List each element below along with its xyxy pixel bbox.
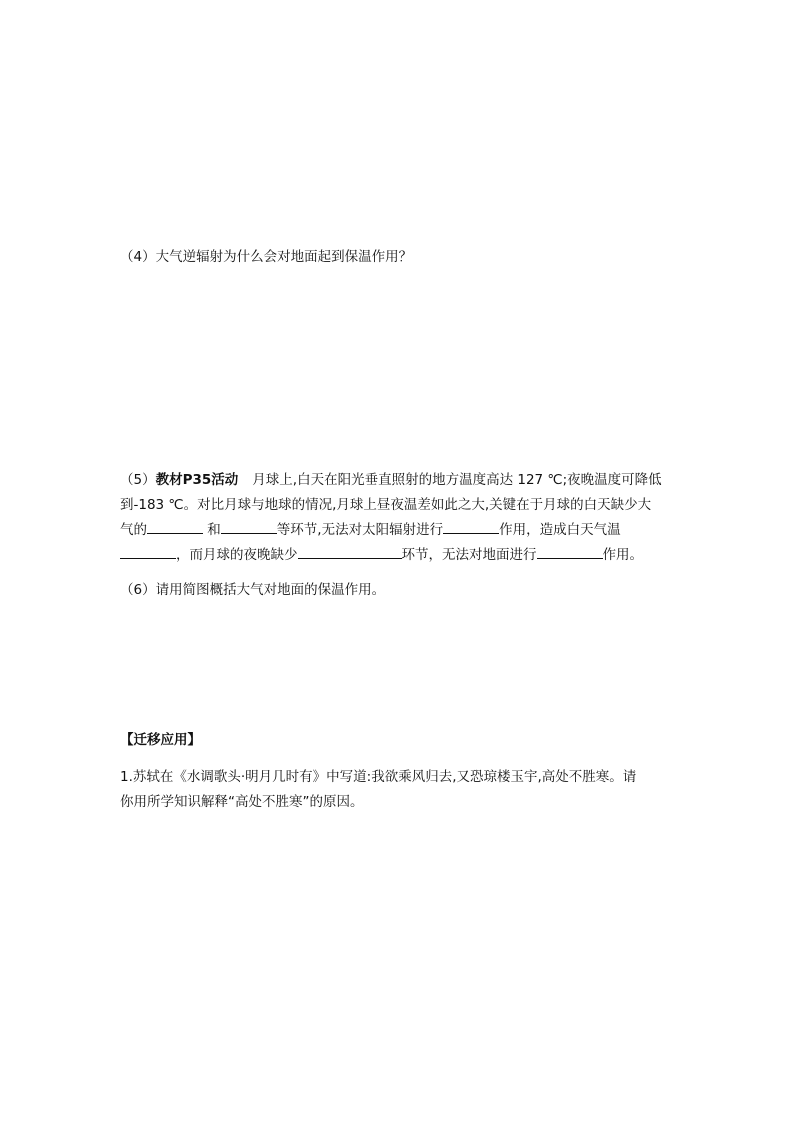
answer-blank-4[interactable]	[120, 544, 176, 559]
question-5-line-1	[120, 468, 680, 493]
answer-blank-3[interactable]	[443, 519, 499, 534]
transfer-section	[120, 728, 680, 753]
question-5-text-segment: 作用。	[602, 547, 643, 563]
answer-blank-6[interactable]	[537, 544, 603, 559]
answer-blank-1[interactable]	[147, 519, 203, 534]
question-5-text-segment: 气的	[120, 522, 147, 538]
transfer-heading: 【迁移应用】	[120, 732, 201, 748]
question-6-text: （6）请用简图概括大气对地面的保温作用。	[120, 582, 386, 598]
transfer-item-1-line-2: 你用所学知识解释“高处不胜寒”的原因。	[120, 794, 364, 810]
question-5-text-segment: 等环节,无法对太阳辐射进行	[276, 522, 444, 538]
answer-blank-5[interactable]	[298, 544, 402, 559]
question-5-text-segment: 环节，无法对地面进行	[401, 547, 537, 563]
question-5-line-2: 到-183 ℃。对比月球与地球的情况,月球上昼夜温差如此之大,关键在于月球的白天缺少大	[120, 497, 652, 513]
question-5-line-1-text: 月球上,白天在阳光垂直照射的地方温度高达 127 ℃;夜晚温度可降低	[252, 472, 662, 488]
question-5-number: （5）	[120, 472, 156, 488]
transfer-item-1	[120, 765, 680, 815]
question-5-text-segment: 和	[207, 522, 221, 538]
question-5-line-4	[120, 543, 680, 568]
question-5-text-segment: 作用，造成白天气温	[499, 522, 621, 538]
question-6	[120, 578, 680, 603]
question-4	[120, 245, 680, 270]
question-5	[120, 468, 680, 568]
answer-blank-2[interactable]	[221, 519, 277, 534]
transfer-item-1-line-1: 1.苏轼在《水调歌头·明月几时有》中写道:我欲乘风归去,又恐琼楼玉宇,高处不胜寒。请	[120, 769, 637, 785]
question-5-text-segment: ，而月球的夜晚缺少	[176, 547, 298, 563]
question-5-line-3	[120, 518, 680, 543]
question-4-text: （4）大气逆辐射为什么会对地面起到保温作用？	[120, 249, 413, 265]
question-5-source: 教材P35活动	[155, 472, 239, 488]
